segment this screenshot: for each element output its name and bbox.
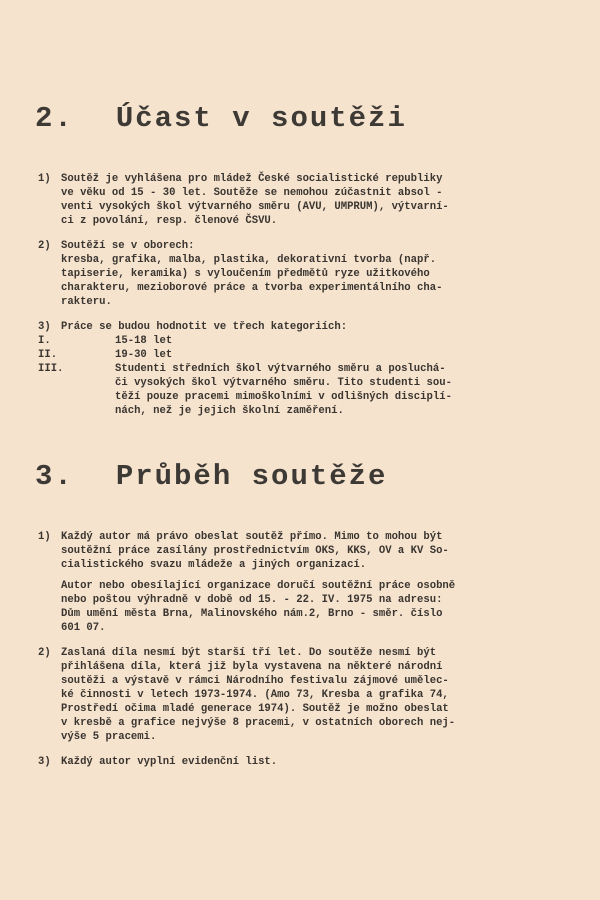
text-line: charakteru, mezioborové práce a tvorba experimentálního cha- bbox=[61, 282, 443, 294]
text-line: Dům umění města Brna, Malinovského nám.2, Brno - směr. číslo bbox=[61, 608, 443, 620]
text-line: výše 5 pracemi. bbox=[61, 731, 157, 743]
text-line: ci z povolání, resp. členové ČSVU. bbox=[61, 215, 278, 227]
category-row bbox=[38, 348, 558, 362]
list-item bbox=[38, 239, 558, 309]
text-line: 601 07. bbox=[61, 622, 106, 634]
list-item bbox=[38, 755, 558, 769]
item-marker: 3) bbox=[38, 321, 51, 333]
section-2-heading bbox=[35, 102, 407, 135]
text-line: kresba, grafika, malba, plastika, dekorativní tvorba (např. bbox=[61, 254, 437, 266]
text-line: venti vysokých škol výtvarného směru (AVU, UMPRUM), výtvarní- bbox=[61, 201, 449, 213]
text-line: Autor nebo obesílající organizace doručí soutěžní práce osobně bbox=[61, 580, 456, 592]
list-item bbox=[38, 172, 558, 228]
text-line: ké činnosti v letech 1973-1974. (Amo 73, Kresba a grafika 74, bbox=[61, 689, 449, 701]
text-line: v kresbě a grafice nejvýše 8 pracemi, v ostatních oborech nej- bbox=[61, 717, 456, 729]
text-line: soutěžní práce zasílány prostřednictvím OKS, KKS, OV a KV So- bbox=[61, 545, 449, 557]
text-line: soutěži a výstavě v rámci Národního festivalu zájmové umělec- bbox=[61, 675, 449, 687]
section-3-heading bbox=[35, 460, 387, 493]
item-marker: 1) bbox=[38, 173, 51, 185]
list-item bbox=[38, 646, 558, 744]
text-line: Zaslaná díla nesmí být starší tří let. Do soutěže nesmí být bbox=[61, 647, 437, 659]
category-text: 15-18 let bbox=[115, 335, 173, 347]
text-line: tapiserie, keramika) s vyloučením předmětů ryze užitkového bbox=[61, 268, 430, 280]
section-2-body bbox=[38, 172, 558, 429]
item-marker: 2) bbox=[38, 240, 51, 252]
text-line: ve věku od 15 - 30 let. Soutěže se nemohou zúčastnit absol - bbox=[61, 187, 443, 199]
text-line: Každý autor vyplní evidenční list. bbox=[61, 756, 278, 768]
item-marker: 2) bbox=[38, 647, 51, 659]
category-row bbox=[38, 334, 558, 348]
section-3-title: Průběh soutěže bbox=[115, 460, 388, 493]
text-line: Prostředí očima mladé generace 1974). Soutěž je možno obeslat bbox=[61, 703, 449, 715]
text-line: rakteru. bbox=[61, 296, 112, 308]
category-text: Studenti středních škol výtvarného směru a posluchá- bbox=[115, 363, 446, 375]
text-line: Soutěží se v oborech: bbox=[61, 240, 195, 252]
text-line: přihlášena díla, která již byla vystavena na některé národní bbox=[61, 661, 443, 673]
text-line: nebo poštou výhradně v době od 15. - 22. IV. 1975 na adresu: bbox=[61, 594, 443, 606]
text-line: Práce se budou hodnotit ve třech kategoriích: bbox=[61, 321, 348, 333]
category-row bbox=[38, 362, 558, 418]
section-3-body bbox=[38, 530, 558, 780]
item-marker: 1) bbox=[38, 531, 51, 543]
text-line: Každý autor má právo obeslat soutěž přímo. Mimo to mohou být bbox=[61, 531, 443, 543]
list-item bbox=[38, 530, 558, 635]
list-item bbox=[38, 320, 558, 418]
paragraph bbox=[61, 579, 558, 635]
category-number: II. bbox=[38, 349, 58, 361]
section-3-number: 3. bbox=[35, 460, 74, 493]
category-text: těží pouze pracemi mimoškolními v odlišných disciplí- bbox=[115, 391, 452, 403]
item-marker: 3) bbox=[38, 756, 51, 768]
category-number: I. bbox=[38, 335, 51, 347]
category-text: nách, než je jejich školní zaměření. bbox=[115, 405, 344, 417]
text-line: Soutěž je vyhlášena pro mládež České socialistické republiky bbox=[61, 173, 443, 185]
category-text: či vysokých škol výtvarného směru. Tito studenti sou- bbox=[115, 377, 452, 389]
section-2-title: Účast v soutěži bbox=[115, 102, 407, 135]
category-number: III. bbox=[38, 363, 64, 375]
text-line: cialistického svazu mládeže a jiných organizací. bbox=[61, 559, 367, 571]
category-text: 19-30 let bbox=[115, 349, 173, 361]
section-2-number: 2. bbox=[35, 102, 74, 135]
